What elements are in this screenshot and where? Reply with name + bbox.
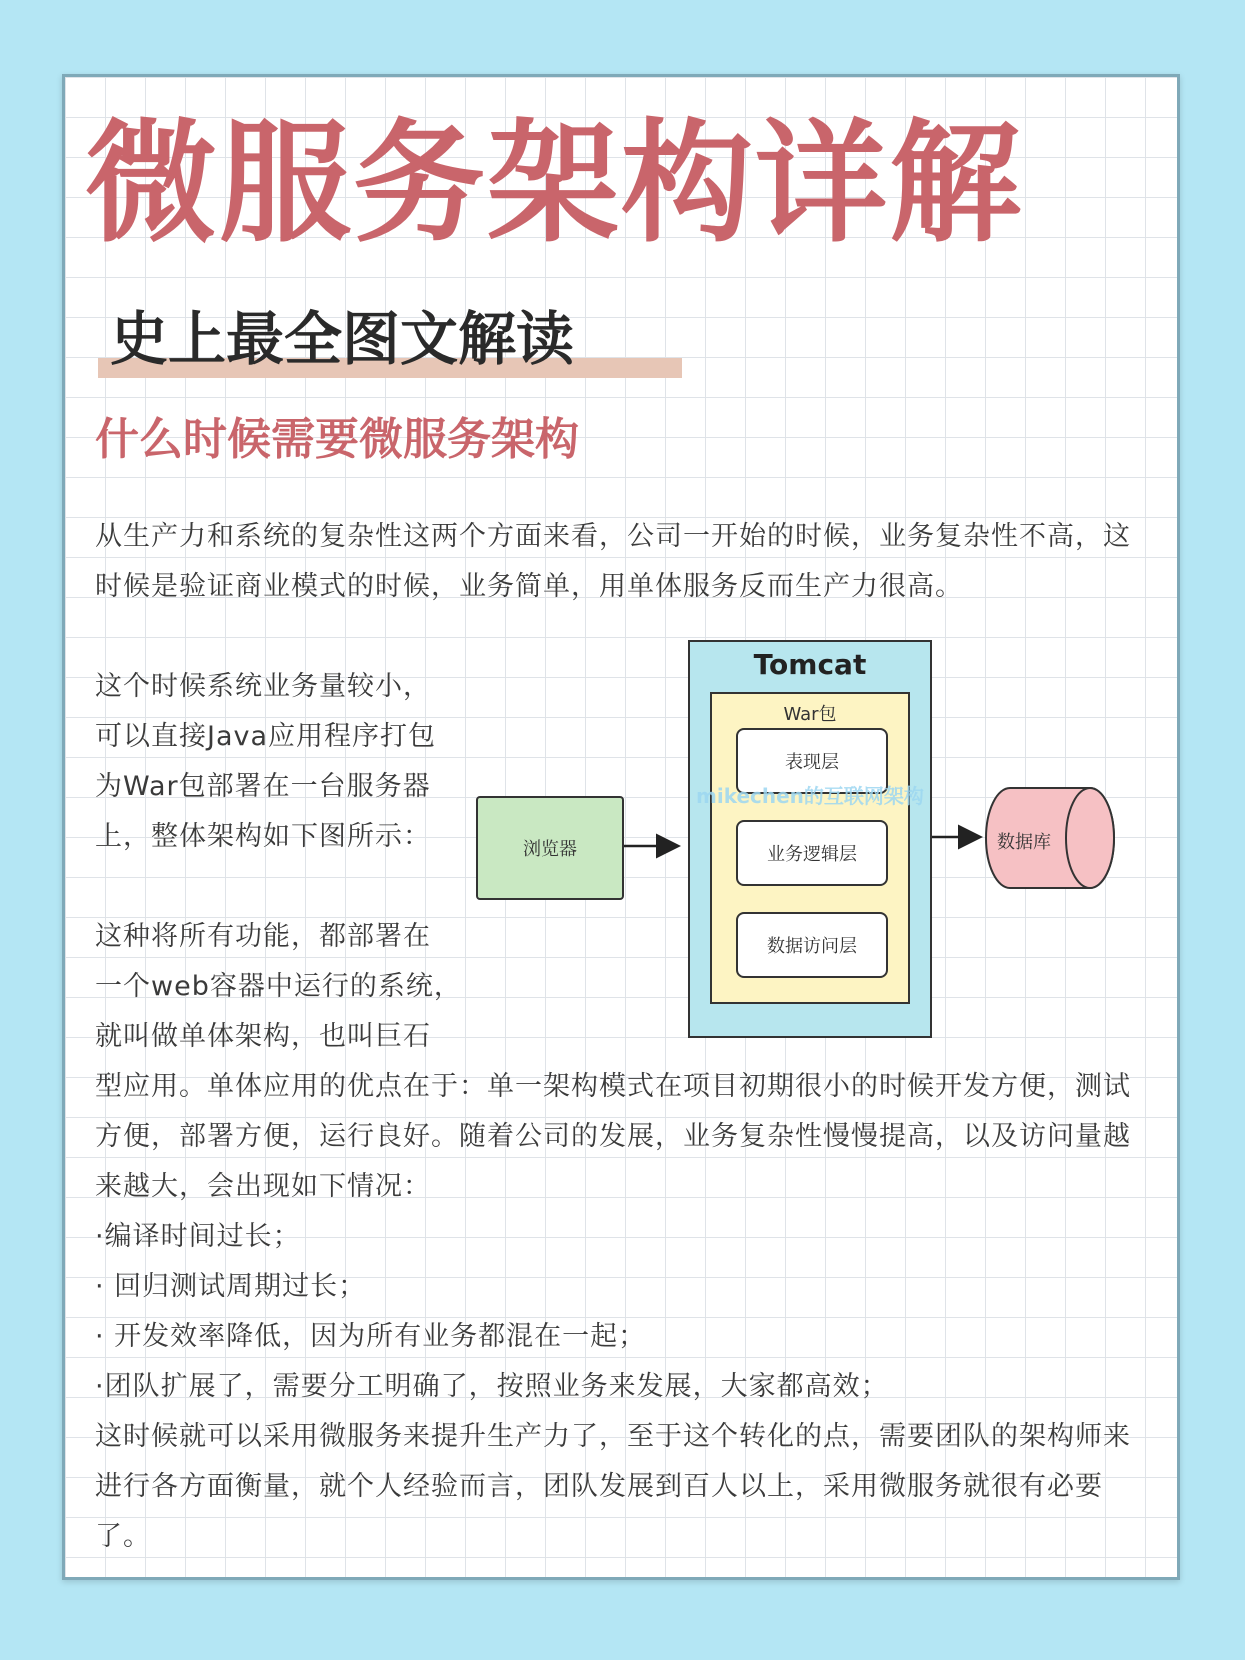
intro-paragraph: 从生产力和系统的复杂性这两个方面来看，公司一开始的时候，业务复杂性不高，这时候是验证商业模式的时候，业务简单，用单体服务反而生产力很高。 xyxy=(95,521,1131,602)
left-column-text xyxy=(95,662,462,1062)
left-line: 就叫做单体架构，也叫巨石 xyxy=(95,1021,431,1052)
left-line: 一个web容器中运行的系统， xyxy=(95,971,462,1002)
left-line: 这种将所有功能，都部署在 xyxy=(95,921,431,952)
bottom-text xyxy=(95,1062,1145,1562)
business-logic-layer: 业务逻辑层 xyxy=(736,820,888,886)
war-package xyxy=(710,692,910,1004)
database-label: 数据库 xyxy=(997,832,1051,853)
browser-box: 浏览器 xyxy=(476,796,624,900)
bullet-item: · 回归测试周期过长； xyxy=(95,1271,367,1302)
bottom-paragraph: 型应用。单体应用的优点在于：单一架构模式在项目初期很小的时候开发方便，测试方便，部署方便，运行良好。随着公司的发展，业务复杂性慢慢提高，以及访问量越来越大，会出现如下情况： xyxy=(95,1071,1131,1202)
left-line: 上，整体架构如下图所示： xyxy=(95,821,431,852)
tomcat-label: Tomcat xyxy=(753,648,867,681)
page-title: 微服务架构详解 xyxy=(85,107,1023,261)
tomcat-container xyxy=(688,640,932,1038)
page-subtitle: 史上最全图文解读 xyxy=(110,305,575,373)
left-line: 可以直接Java应用程序打包 xyxy=(95,721,437,752)
monolith-architecture-diagram xyxy=(470,630,1140,1050)
watermark: mikechen的互联网架构 xyxy=(696,784,924,808)
spacer xyxy=(95,862,455,912)
left-line: 为War包部署在一台服务器 xyxy=(95,771,431,802)
presentation-layer: 表现层 xyxy=(736,728,888,794)
left-line: 这个时候系统业务量较小， xyxy=(95,671,431,702)
bullet-item: ·团队扩展了，需要分工明确了，按照业务来发展，大家都高效； xyxy=(95,1371,889,1402)
section-heading: 什么时候需要微服务架构 xyxy=(95,414,579,465)
bullet-item: ·编译时间过长； xyxy=(95,1221,301,1252)
data-access-layer: 数据访问层 xyxy=(736,912,888,978)
bullet-item: · 开发效率降低，因为所有业务都混在一起； xyxy=(95,1321,647,1352)
closing-paragraph: 这时候就可以采用微服务来提升生产力了，至于这个转化的点，需要团队的架构师来进行各方面衡量，就个人经验而言，团队发展到百人以上，采用微服务就很有必要了。 xyxy=(95,1421,1131,1552)
war-label: War包 xyxy=(783,704,837,725)
